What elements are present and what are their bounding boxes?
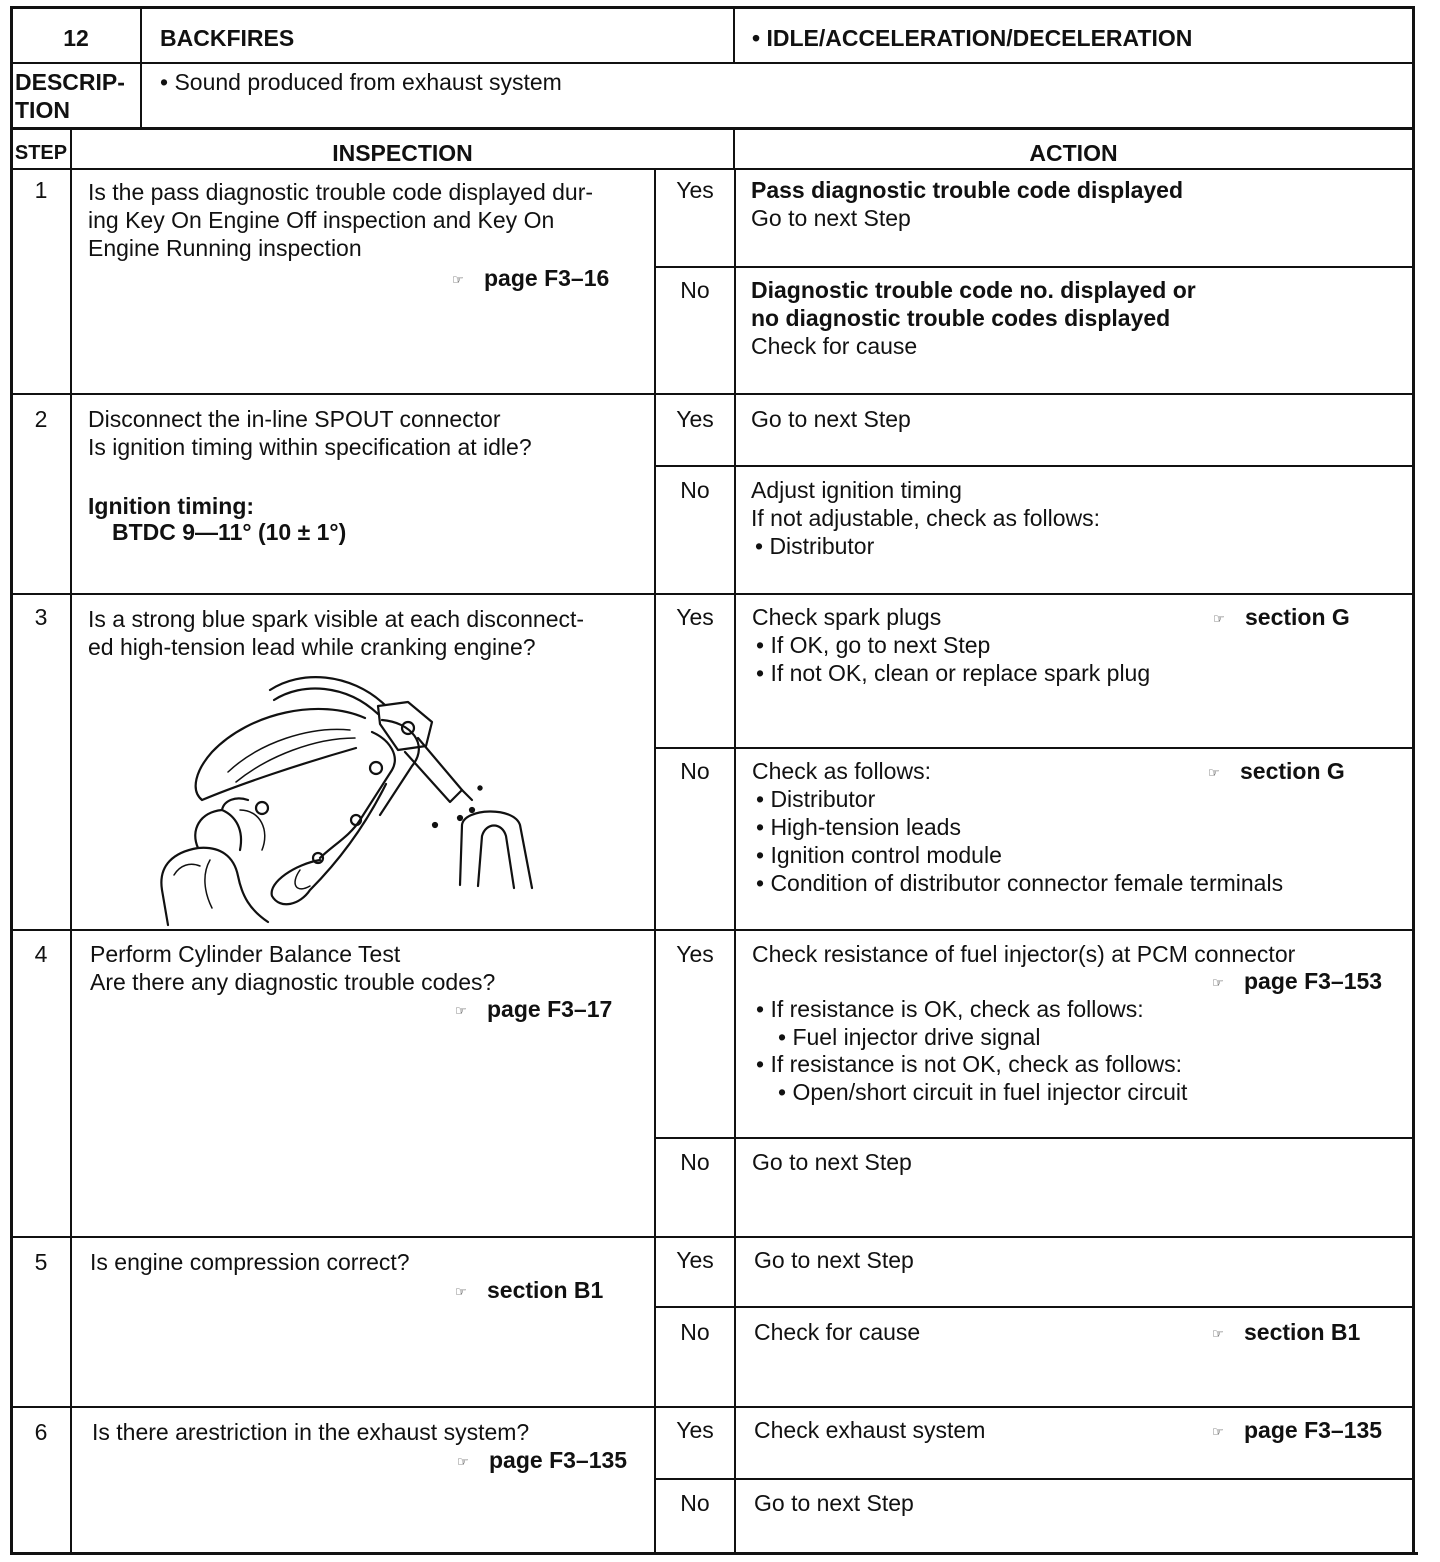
condition-label: • IDLE/ACCELERATION/DECELERATION	[752, 25, 1193, 51]
no-label: No	[680, 1319, 710, 1345]
reference-hand-icon: ☞	[1213, 611, 1224, 626]
inspection-line: Is the pass diagnostic trouble code displayed dur-	[88, 179, 594, 205]
yes-label: Yes	[676, 406, 714, 432]
action-text: Diagnostic trouble code no. displayed or	[751, 277, 1196, 303]
inspection-line: ed high-tension lead while cranking engine?	[88, 634, 536, 660]
action-text: Go to next Step	[754, 1490, 914, 1516]
reference-hand-icon: ☞	[1212, 975, 1223, 990]
action-text: Check resistance of fuel injector(s) at PCM connector	[752, 941, 1296, 967]
yes-label: Yes	[676, 604, 714, 630]
spec-value: BTDC 9—11° (10 ± 1°)	[112, 519, 347, 545]
action-text: • If not OK, clean or replace spark plug	[756, 660, 1151, 686]
action-text: Adjust ignition timing	[751, 477, 962, 503]
action-text: • Distributor	[755, 533, 875, 559]
action-text: Go to next Step	[751, 406, 911, 432]
action-text: • If OK, go to next Step	[756, 632, 991, 658]
action-text: • High-tension leads	[756, 814, 961, 840]
section-reference[interactable]: ☞ section B1	[455, 1276, 603, 1306]
reference-hand-icon: ☞	[457, 1454, 468, 1469]
page-reference[interactable]: ☞ page F3–153	[1212, 967, 1382, 997]
action-text: Go to next Step	[754, 1247, 914, 1273]
inspection-line: Disconnect the in-line SPOUT connector	[88, 406, 501, 432]
column-header-action: ACTION	[1029, 140, 1118, 166]
description-label-line2: TION	[15, 97, 70, 123]
action-text: Check as follows:	[752, 758, 931, 784]
reference-hand-icon: ☞	[455, 1003, 466, 1018]
step-number: 1	[34, 177, 48, 203]
step-number: 4	[34, 941, 48, 967]
yes-label: Yes	[676, 1417, 714, 1443]
action-text: Check for cause	[751, 333, 918, 359]
action-text: Pass diagnostic trouble code displayed	[751, 177, 1184, 203]
inspection-line: Is ignition timing within specification at idle?	[88, 434, 532, 460]
column-header-step: STEP	[14, 142, 68, 164]
reference-hand-icon: ☞	[455, 1284, 466, 1299]
step-number: 3	[34, 604, 48, 630]
step-number: 5	[34, 1249, 48, 1275]
section-reference[interactable]: ☞ section G	[1213, 603, 1350, 633]
action-text: • Ignition control module	[756, 842, 1002, 868]
description-text: • Sound produced from exhaust system	[160, 69, 562, 95]
column-header-inspection: INSPECTION	[332, 140, 473, 166]
action-text: Go to next Step	[751, 205, 911, 231]
reference-hand-icon: ☞	[1212, 1326, 1223, 1341]
action-text: Check for cause	[754, 1319, 921, 1345]
reference-hand-icon: ☞	[1212, 1424, 1223, 1439]
page-reference[interactable]: ☞ page F3–17	[455, 995, 612, 1025]
no-label: No	[680, 1490, 710, 1516]
action-text: • Fuel injector drive signal	[778, 1024, 1041, 1050]
action-text: Go to next Step	[752, 1149, 912, 1175]
action-text: no diagnostic trouble codes displayed	[751, 305, 1171, 331]
description-label-line1: DESCRIP-	[15, 69, 125, 95]
action-text: • Open/short circuit in fuel injector circuit	[778, 1079, 1188, 1105]
no-label: No	[680, 758, 710, 784]
action-text: • If resistance is OK, check as follows:	[756, 996, 1144, 1022]
section-title: BACKFIRES	[160, 25, 295, 51]
no-label: No	[680, 477, 710, 503]
page-reference[interactable]: ☞ page F3–135	[1212, 1416, 1382, 1446]
section-reference[interactable]: ☞ section G	[1208, 757, 1345, 787]
spec-label: Ignition timing:	[88, 493, 255, 519]
spark-test-illustration	[150, 660, 550, 928]
action-text: • If resistance is not OK, check as follows:	[756, 1051, 1183, 1077]
action-text: • Distributor	[756, 786, 876, 812]
no-label: No	[680, 1149, 710, 1175]
inspection-line: Is a strong blue spark visible at each disconnect-	[88, 606, 585, 632]
reference-hand-icon: ☞	[452, 272, 463, 287]
action-text: Check exhaust system	[754, 1417, 986, 1443]
step-number: 6	[34, 1419, 48, 1445]
action-text: Check spark plugs	[752, 604, 942, 630]
step-number: 2	[34, 406, 48, 432]
page-reference[interactable]: ☞ page F3–16	[452, 264, 609, 294]
action-text: • Condition of distributor connector female terminals	[756, 870, 1284, 896]
inspection-line: Are there any diagnostic trouble codes?	[90, 969, 496, 995]
yes-label: Yes	[676, 1247, 714, 1273]
yes-label: Yes	[676, 177, 714, 203]
yes-label: Yes	[676, 941, 714, 967]
section-number: 12	[63, 25, 89, 51]
inspection-line: Engine Running inspection	[88, 235, 362, 261]
page-reference[interactable]: ☞ page F3–135	[457, 1446, 627, 1476]
no-label: No	[680, 277, 710, 303]
action-text: If not adjustable, check as follows:	[751, 505, 1101, 531]
inspection-line: Is engine compression correct?	[90, 1249, 410, 1275]
inspection-line: Perform Cylinder Balance Test	[90, 941, 401, 967]
section-reference[interactable]: ☞ section B1	[1212, 1318, 1360, 1348]
reference-hand-icon: ☞	[1208, 765, 1219, 780]
inspection-line: Is there arestriction in the exhaust system?	[92, 1419, 530, 1445]
inspection-line: ing Key On Engine Off inspection and Key On	[88, 207, 555, 233]
